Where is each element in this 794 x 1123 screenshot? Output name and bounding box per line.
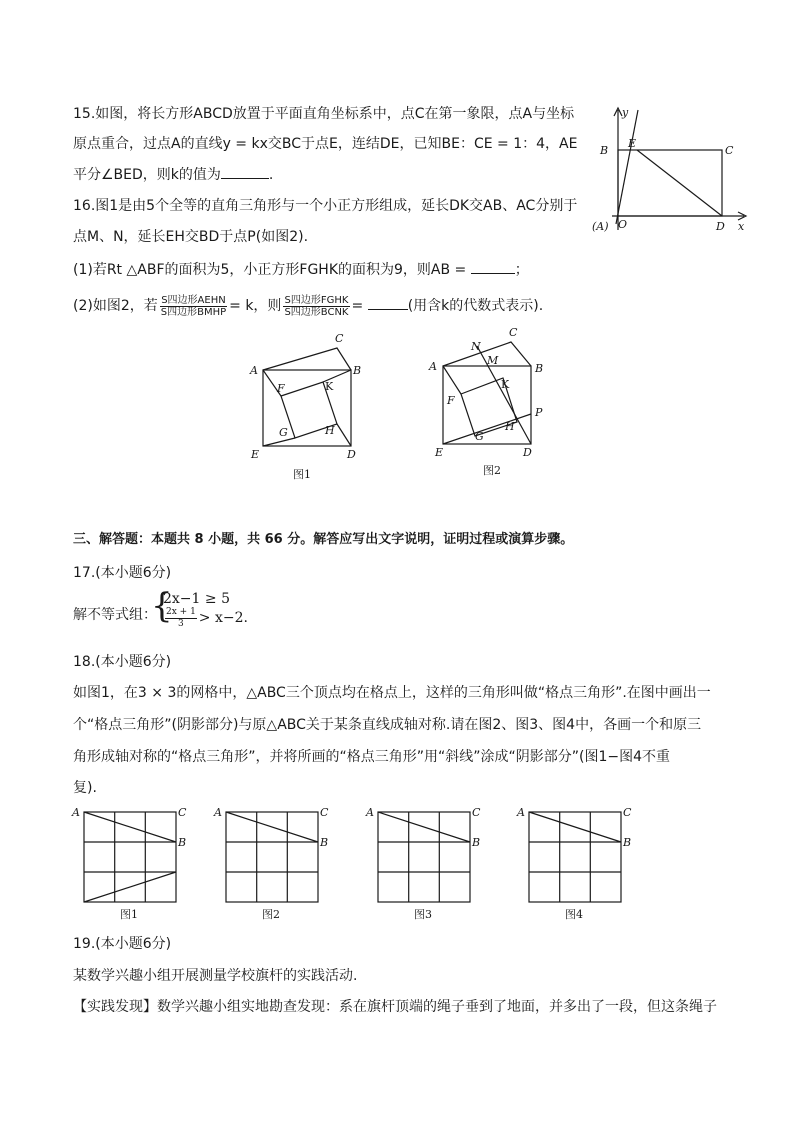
q17-inequality-1: 2x−1 ≥ 5 — [163, 591, 230, 607]
q16-fraction-2 — [283, 295, 349, 318]
q16-fig1-label-h: H — [325, 424, 335, 437]
q17-inequality-2-rest: > x−2 — [198, 610, 244, 626]
q18-line-4: 复). — [73, 780, 97, 796]
q18-grid-3 — [366, 804, 486, 924]
q16-fig2-line-af — [443, 366, 461, 394]
q15-label-y: y — [622, 106, 629, 119]
q16-fig1-triangle-abc — [263, 348, 351, 370]
q15-label-a: (A) — [592, 220, 609, 233]
q16-fig2-label-g: G — [475, 430, 484, 443]
q18-grid-4-frame — [529, 812, 621, 902]
q16-part-1-blank[interactable] — [471, 259, 515, 274]
q15-label-c: C — [725, 144, 734, 157]
q18-grid-4 — [517, 804, 637, 924]
q16-part-1-text: (1)若Rt △ABF的面积为5，小正方形FGHK的面积为9，则AB = — [73, 262, 471, 278]
q16-part-2-b: = k，则 — [229, 298, 282, 314]
q18-grid-1-caption: 图1 — [120, 908, 138, 921]
q15-answer-blank[interactable] — [221, 164, 269, 179]
q15-line-1: 15.如图，将长方形ABCD放置于平面直角坐标系中，点C在第一象限，点A与坐标 — [73, 106, 575, 122]
q18-grid-2-label-c: C — [320, 806, 329, 819]
q16-part-1 — [73, 259, 529, 280]
q18-grid-2 — [214, 804, 334, 924]
q16-fraction-1-num: S四边形AEHN — [161, 294, 226, 306]
q18-grid-2-segment-ab — [226, 812, 318, 842]
q15-label-e: E — [628, 137, 637, 150]
q15-label-x: x — [738, 220, 745, 233]
q18-grid-1 — [72, 804, 192, 924]
q16-fig2-label-p: P — [535, 406, 543, 419]
section-3-title: 三、解答题：本题共 8 小题，共 66 分。解答应写出文字说明，证明过程或演算步骤。 — [73, 532, 574, 547]
q18-grid-1-segment-ab — [84, 812, 176, 842]
q16-fig1-label-k: K — [325, 380, 334, 393]
q17-label: 解不等式组： — [73, 607, 157, 623]
q17-inequality-2 — [163, 605, 248, 631]
q16-fig2-line-ehp — [443, 414, 531, 444]
q18-grid-4-label-a: A — [517, 806, 525, 819]
q18-grid-4-label-c: C — [623, 806, 632, 819]
q15-label-d: D — [716, 220, 725, 233]
q16-fig2-label-k: K — [501, 378, 510, 391]
q18-grid-1-label-b: B — [178, 836, 187, 849]
q16-fig1-label-c: C — [335, 332, 344, 345]
q16-fig1-label-e: E — [251, 448, 260, 461]
q16-fig2-label-d: D — [523, 446, 532, 459]
q15-line-3-text: 平分∠BED，则k的值为 — [73, 167, 221, 183]
q18-grid-1-frame — [84, 812, 176, 902]
q15-line-2: 原点重合，过点A的直线y = kx交BC于点E，连结DE，已知BE：CE = 1：4，AE — [73, 136, 578, 152]
q19-header: 19.(本小题6分) — [73, 936, 172, 952]
q15-label-b: B — [600, 144, 609, 157]
q16-fig1-label-g: G — [279, 426, 288, 439]
q17-end: . — [243, 610, 248, 626]
q16-part-2-a: (2)如图2，若 — [73, 298, 158, 314]
q16-fig2-label-a: A — [429, 360, 437, 373]
q16-part-2-d: (用含k的代数式表示). — [407, 298, 544, 314]
q18-grid-3-label-c: C — [472, 806, 481, 819]
q16-fig2-caption: 图2 — [483, 464, 501, 477]
q15-label-o: O — [618, 218, 628, 231]
q17-fraction — [165, 607, 197, 630]
q16-part-2-c: = — [351, 298, 364, 314]
q15-line-y-kx — [616, 110, 638, 224]
q18-grid-3-frame — [378, 812, 470, 902]
q16-fig1-label-f: F — [277, 382, 285, 395]
q18-grid-2-label-b: B — [320, 836, 329, 849]
q18-grid-2-caption: 图2 — [262, 908, 280, 921]
q18-line-1: 如图1，在3 × 3的网格中，△ABC三个顶点均在格点上，这样的三角形叫做“格点三角形”.在图中画出一 — [73, 685, 711, 701]
q16-fig2-label-b: B — [535, 362, 544, 375]
q18-grid-3-label-b: B — [472, 836, 481, 849]
q16-fig1-line-eg — [263, 438, 295, 446]
q18-grid-3-segment-ab — [378, 812, 470, 842]
q16-figure-2 — [427, 324, 557, 477]
q18-grid-1-shaded-triangle-edge — [84, 872, 176, 902]
q16-fraction-2-num: S四边形FGHK — [284, 294, 349, 306]
q16-fig2-label-c: C — [509, 326, 518, 339]
q18-grid-2-frame — [226, 812, 318, 902]
q16-fig1-line-dh — [337, 424, 351, 446]
q15-line-3-end: . — [268, 167, 274, 183]
q16-fig1-caption: 图1 — [293, 468, 311, 481]
q16-fraction-1 — [160, 295, 227, 318]
q15-line-3 — [73, 164, 273, 185]
q16-fig2-label-m: M — [487, 354, 499, 367]
q18-grid-4-segment-ab — [529, 812, 621, 842]
q15-figure — [588, 104, 758, 244]
q16-fraction-1-den: S四边形BMHP — [160, 306, 227, 318]
q16-fig2-label-e: E — [435, 446, 444, 459]
q16-fig2-label-h: H — [505, 420, 515, 433]
q15-rectangle-abcd — [618, 150, 722, 216]
q19-line-1: 某数学兴趣小组开展测量学校旗杆的实践活动. — [73, 968, 358, 984]
q18-grid-3-label-a: A — [366, 806, 374, 819]
q19-line-2: 【实践发现】数学兴趣小组实地勘查发现：系在旗杆顶端的绳子垂到了地面，并多出了一段，但这条绳子 — [73, 999, 717, 1015]
q18-grid-4-caption: 图4 — [565, 908, 583, 921]
q16-fig2-label-n: N — [471, 340, 481, 353]
q18-header: 18.(本小题6分) — [73, 654, 172, 670]
q17-fraction-den: 3 — [178, 618, 184, 629]
q18-grid-2-label-a: A — [214, 806, 222, 819]
q16-part-2 — [73, 292, 543, 320]
q18-line-2: 个“格点三角形”(阴影部分)与原△ABC关于某条直线成轴对称.请在图2、图3、图4中，各画一个和原三 — [73, 717, 702, 733]
q18-line-3: 角形成轴对称的“格点三角形”，并将所画的“格点三角形”用“斜线”涂成“阴影部分”(图1−图4不重 — [73, 749, 671, 765]
q16-fig1-label-a: A — [250, 364, 258, 377]
q16-fraction-2-den: S四边形BCNK — [284, 306, 349, 318]
q16-line-1: 16.图1是由5个全等的直角三角形与一个小正方形组成，延长DK交AB、AC分别于 — [73, 198, 578, 214]
q16-line-2: 点M、N，延长EH交BD于点P(如图2). — [73, 229, 309, 245]
q16-fig1-label-b: B — [353, 364, 362, 377]
q15-segment-ed — [637, 150, 722, 216]
q16-part-2-blank[interactable] — [368, 295, 408, 310]
q17-brace: { — [151, 586, 173, 626]
q16-fig2-label-f: F — [447, 394, 455, 407]
q17-header: 17.(本小题6分) — [73, 565, 172, 581]
q16-part-1-end: ； — [514, 262, 529, 278]
q18-grid-1-label-c: C — [178, 806, 187, 819]
q16-fig1-label-d: D — [347, 448, 356, 461]
q16-figure-1 — [245, 330, 375, 480]
q18-grid-4-label-b: B — [623, 836, 632, 849]
q18-grid-3-caption: 图3 — [414, 908, 432, 921]
q18-grid-1-label-a: A — [72, 806, 80, 819]
q17-fraction-num: 2x + 1 — [166, 606, 196, 617]
